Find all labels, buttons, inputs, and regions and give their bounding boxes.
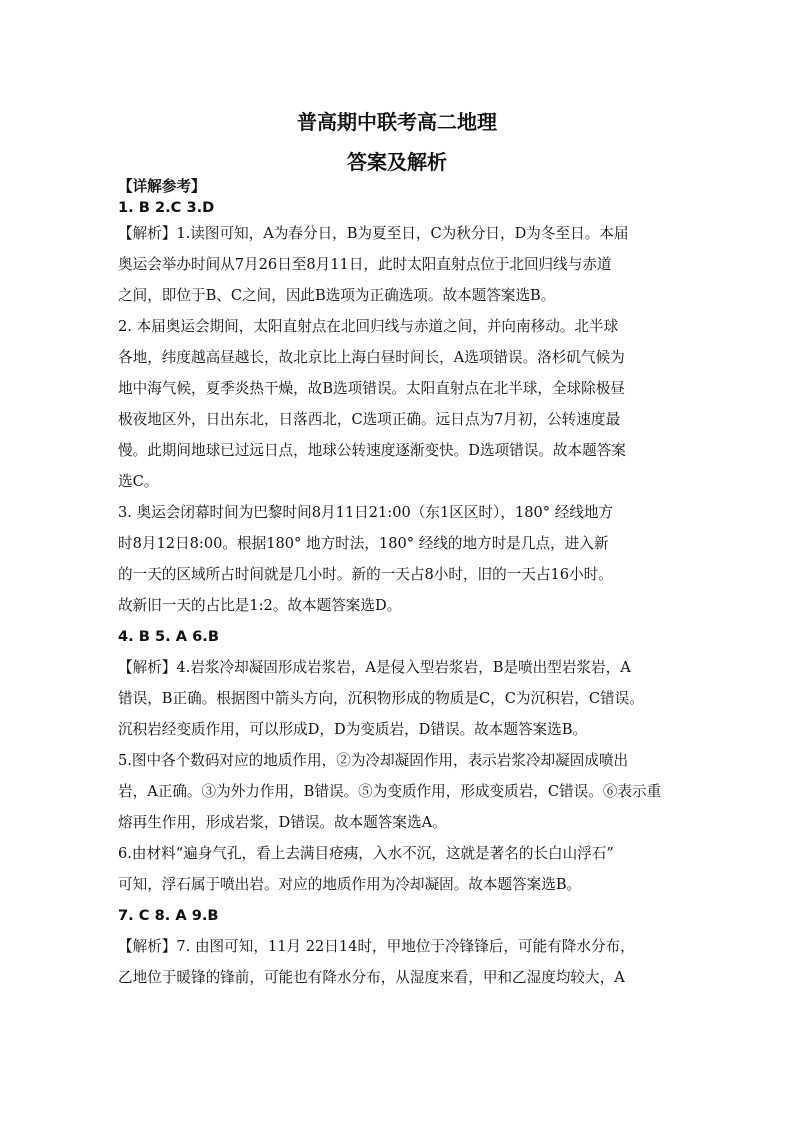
text-line: 慢。此期间地球已过远日点，地球公转速度逐渐变快。D选项错误。故本题答案 — [118, 442, 626, 459]
text-line: 3. 奥运会闭幕时间为巴黎时间8月11日21:00（东1区区时），180° 经线地方 — [118, 504, 614, 521]
text-line: 可知，浮石属于喷出岩。对应的地质作用为冷却凝固。故本题答案选B。 — [118, 876, 582, 893]
text-line: 错误，B正确。根据图中箭头方向，沉积物形成的物质是C，C为沉积岩，C错误。 — [118, 690, 644, 707]
text-line: 【解析】1.读图可知，A为春分日，B为夏至日，C为秋分日，D为冬至日。本届 — [118, 225, 629, 242]
document-subtitle: 答案及解析 — [347, 150, 447, 174]
text-line: 的一天的区域所占时间就是几小时。新的一天占8小时，旧的一天占16小时。 — [118, 566, 613, 583]
text-line: 极夜地区外，日出东北，日落西北，C选项正确。远日点为7月初，公转速度最 — [118, 411, 621, 428]
text-line: 岩，A正确。③为外力作用，B错误。⑤为变质作用，形成变质岩，C错误。⑥表示重 — [118, 783, 662, 800]
text-line: 地中海气候，夏季炎热干燥，故B选项错误。太阳直射点在北半球，全球除极昼 — [118, 380, 625, 397]
text-line: 乙地位于暖锋的锋前，可能也有降水分布，从湿度来看，甲和乙湿度均较大，A — [118, 969, 625, 986]
text-line: 4. B 5. A 6.B — [118, 628, 219, 645]
document-title: 普高期中联考高二地理 — [297, 110, 497, 134]
text-line: 之间，即位于B、C之间，因此B选项为正确选项。故本题答案选B。 — [118, 287, 556, 304]
text-line: 【详解参考】 — [118, 178, 206, 195]
text-line: 【解析】4.岩浆冷却凝固形成岩浆岩，A是侵入型岩浆岩，B是喷出型岩浆岩，A — [118, 659, 631, 676]
text-line: 1. B 2.C 3.D — [118, 199, 215, 216]
text-line: 各地，纬度越高昼越长，故北京比上海白昼时间长，A选项错误。洛杉矶气候为 — [118, 349, 625, 366]
text-line: 【解析】7. 由图可知，11月 22日14时，甲地位于冷锋锋后，可能有降水分布， — [118, 938, 635, 955]
text-line: 时8月12日8:00。根据180° 地方时法，180° 经线的地方时是几点，进入新 — [118, 535, 609, 552]
text-line: 7. C 8. A 9.B — [118, 907, 219, 924]
text-line: 故新旧一天的占比是1:2。故本题答案选D。 — [118, 597, 402, 614]
text-line: 2. 本届奥运会期间，太阳直射点在北回归线与赤道之间，并向南移动。北半球 — [118, 318, 619, 335]
text-line: 熔再生作用，形成岩浆，D错误。故本题答案选A。 — [118, 814, 447, 831]
text-line: 选C。 — [118, 473, 159, 490]
text-line: 5.图中各个数码对应的地质作用，②为冷却凝固作用，表示岩浆冷却凝固成喷出 — [118, 752, 629, 769]
answer-content — [118, 176, 688, 993]
text-line: 奥运会举办时间从7月26日至8月11日，此时太阳直射点位于北回归线与赤道 — [118, 256, 612, 273]
text-line: 6.由材料“遍身气孔，看上去满目疮痍，入水不沉，这就是著名的长白山浮石” — [118, 845, 614, 862]
text-line: 沉积岩经变质作用，可以形成D，D为变质岩，D错误。故本题答案选B。 — [118, 721, 588, 738]
